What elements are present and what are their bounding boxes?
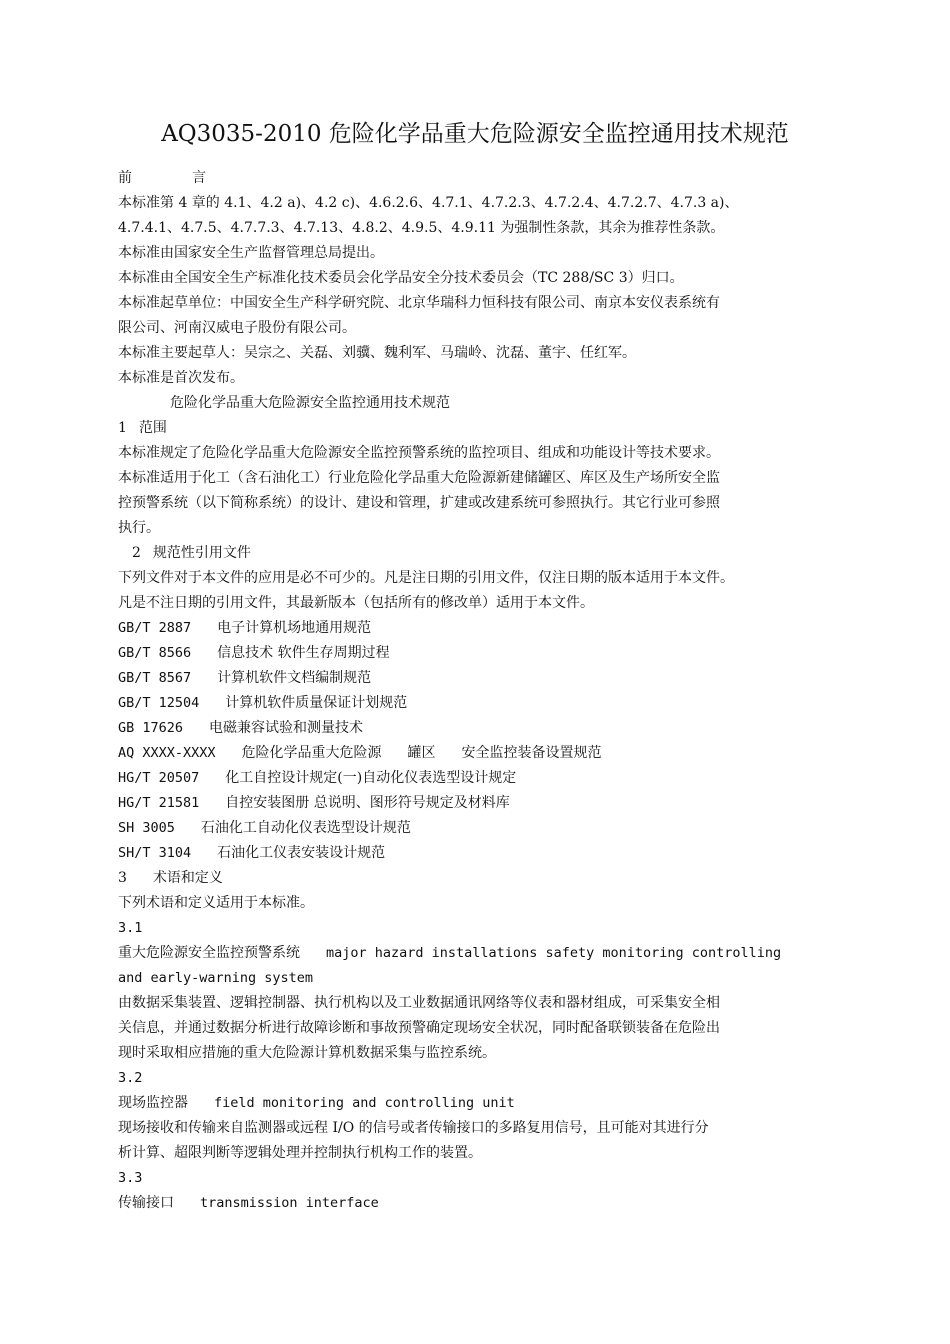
term-3-2-english: field monitoring and controlling unit	[214, 1095, 515, 1111]
reference-name: 电子计算机场地通用规范	[217, 620, 372, 636]
reference-item	[118, 741, 853, 766]
term-3-3-english: transmission interface	[200, 1195, 379, 1211]
reference-item	[118, 666, 853, 691]
term-3-1-number: 3.1	[118, 920, 143, 936]
reference-name: 化工自控设计规定(一)自动化仪表选型设计规定	[225, 770, 517, 786]
section-1-heading	[118, 416, 853, 441]
preface-paragraph-2: 本标准由国家安全生产监督管理总局提出。	[118, 245, 384, 261]
section-2-title: 规范性引用文件	[152, 545, 251, 561]
reference-name-part-3: 安全监控装备设置规范	[461, 745, 602, 761]
reference-code: HG/T 20507	[118, 770, 200, 786]
reference-item	[118, 816, 853, 841]
reference-item	[118, 691, 853, 716]
reference-name-part-2: 罐区	[407, 745, 436, 761]
term-3-1-name: 重大危险源安全监控预警系统	[118, 945, 300, 961]
reference-code: GB 17626	[118, 720, 184, 736]
term-3-3-name: 传输接口	[118, 1195, 174, 1211]
reference-code: SH/T 3104	[118, 845, 192, 861]
preface-paragraph-4-line-2: 限公司、河南汉威电子股份有限公司。	[118, 320, 356, 336]
section-1-paragraph-2-line-2: 控预警系统（以下简称系统）的设计、建设和管理，扩建或改建系统可参照执行。其它行业可参照	[118, 495, 720, 511]
reference-code: HG/T 21581	[118, 795, 200, 811]
reference-code: GB/T 8566	[118, 645, 192, 661]
preface-paragraph-1-line-2: 4.7.4.1、4.7.5、4.7.7.3、4.7.13、4.8.2、4.9.5、4.9.11 为强制性条款，其余为推荐性条款。	[118, 220, 725, 236]
section-1-paragraph-2-line-3: 执行。	[118, 520, 160, 536]
inner-title: 危险化学品重大危险源安全监控通用技术规范	[170, 395, 450, 411]
reference-item	[118, 616, 853, 641]
preface-paragraph-6: 本标准是首次发布。	[118, 370, 244, 386]
reference-name: 电磁兼容试验和测量技术	[209, 720, 364, 736]
term-3-1-english: major hazard installations safety monitoring controlling	[326, 945, 782, 961]
term-3-1-heading	[118, 941, 853, 966]
preface-paragraph-4-line-1: 本标准起草单位：中国安全生产科学研究院、北京华瑞科力恒科技有限公司、南京本安仪表系统有	[118, 295, 720, 311]
section-3-title: 术语和定义	[152, 870, 223, 886]
section-2-number: 2	[132, 545, 141, 561]
reference-item	[118, 641, 853, 666]
reference-code: GB/T 2887	[118, 620, 192, 636]
term-3-2-definition-line-1: 现场接收和传输来自监测器或远程 I/O 的信号或者传输接口的多路复用信号，且可能对其进行分	[118, 1120, 709, 1136]
document-title: AQ3035-2010 危险化学品重大危险源安全监控通用技术规范	[161, 121, 789, 147]
section-1-paragraph-1: 本标准规定了危险化学品重大危险源安全监控预警系统的监控项目、组成和功能设计等技术要求。	[118, 445, 720, 461]
document-body	[118, 166, 853, 1216]
preface-paragraph-5: 本标准主要起草人：吴宗之、关磊、刘骥、魏利军、马瑞岭、沈磊、董宇、任红军。	[118, 345, 636, 361]
term-3-3-heading	[118, 1191, 853, 1216]
reference-name: 石油化工仪表安装设计规范	[217, 845, 386, 861]
term-3-2-heading	[118, 1091, 853, 1116]
reference-name: 自控安装图册 总说明、图形符号规定及材料库	[225, 795, 510, 811]
term-3-1-definition-line-3: 现时采取相应措施的重大危险源计算机数据采集与监控系统。	[118, 1045, 496, 1061]
preface-heading	[118, 166, 853, 191]
term-3-2-number: 3.2	[118, 1070, 143, 1086]
section-2-paragraph-line-2: 凡是不注日期的引用文件，其最新版本（包括所有的修改单）适用于本文件。	[118, 595, 594, 611]
reference-code: GB/T 12504	[118, 695, 200, 711]
reference-item	[118, 791, 853, 816]
term-3-1-definition-line-1: 由数据采集装置、逻辑控制器、执行机构以及工业数据通讯网络等仪表和器材组成，可采集安全相	[118, 995, 720, 1011]
section-3-heading	[118, 866, 853, 891]
preface-paragraph-1-line-1: 本标准第 4 章的 4.1、4.2 a)、4.2 c)、4.6.2.6、4.7.1、4.7.2.3、4.7.2.4、4.7.2.7、4.7.3 a)、	[118, 195, 739, 211]
reference-name: 石油化工自动化仪表选型设计规范	[200, 820, 411, 836]
preface-heading-right: 言	[192, 170, 206, 186]
term-3-2-name: 现场监控器	[118, 1095, 188, 1111]
reference-code: AQ XXXX-XXXX	[118, 745, 216, 761]
reference-code: SH 3005	[118, 820, 175, 836]
reference-item	[118, 716, 853, 741]
section-3-number: 3	[118, 870, 127, 886]
section-2-paragraph-line-1: 下列文件对于本文件的应用是必不可少的。凡是注日期的引用文件，仅注日期的版本适用于本文件。	[118, 570, 734, 586]
section-1-number: 1	[118, 420, 127, 436]
reference-name: 计算机软件质量保证计划规范	[225, 695, 408, 711]
section-2-heading	[118, 541, 853, 566]
section-1-title: 范围	[138, 420, 167, 436]
preface-paragraph-3: 本标准由全国安全生产标准化技术委员会化学品安全分技术委员会（TC 288/SC 3）归口。	[118, 270, 684, 286]
reference-name: 危险化学品重大危险源	[241, 745, 382, 761]
term-3-3-number: 3.3	[118, 1170, 143, 1186]
term-3-1-english-continued: and early-warning system	[118, 970, 314, 986]
reference-name: 计算机软件文档编制规范	[217, 670, 372, 686]
section-3-intro: 下列术语和定义适用于本标准。	[118, 895, 314, 911]
reference-code: GB/T 8567	[118, 670, 192, 686]
reference-item	[118, 766, 853, 791]
reference-item	[118, 841, 853, 866]
term-3-1-definition-line-2: 关信息，并通过数据分析进行故障诊断和事故预警确定现场安全状况，同时配备联锁装备在危险出	[118, 1020, 720, 1036]
reference-name: 信息技术 软件生存周期过程	[217, 645, 390, 661]
preface-heading-left: 前	[118, 170, 132, 186]
section-1-paragraph-2-line-1: 本标准适用于化工（含石油化工）行业危险化学品重大危险源新建储罐区、库区及生产场所安全监	[118, 470, 720, 486]
term-3-2-definition-line-2: 析计算、超限判断等逻辑处理并控制执行机构工作的装置。	[118, 1145, 482, 1161]
